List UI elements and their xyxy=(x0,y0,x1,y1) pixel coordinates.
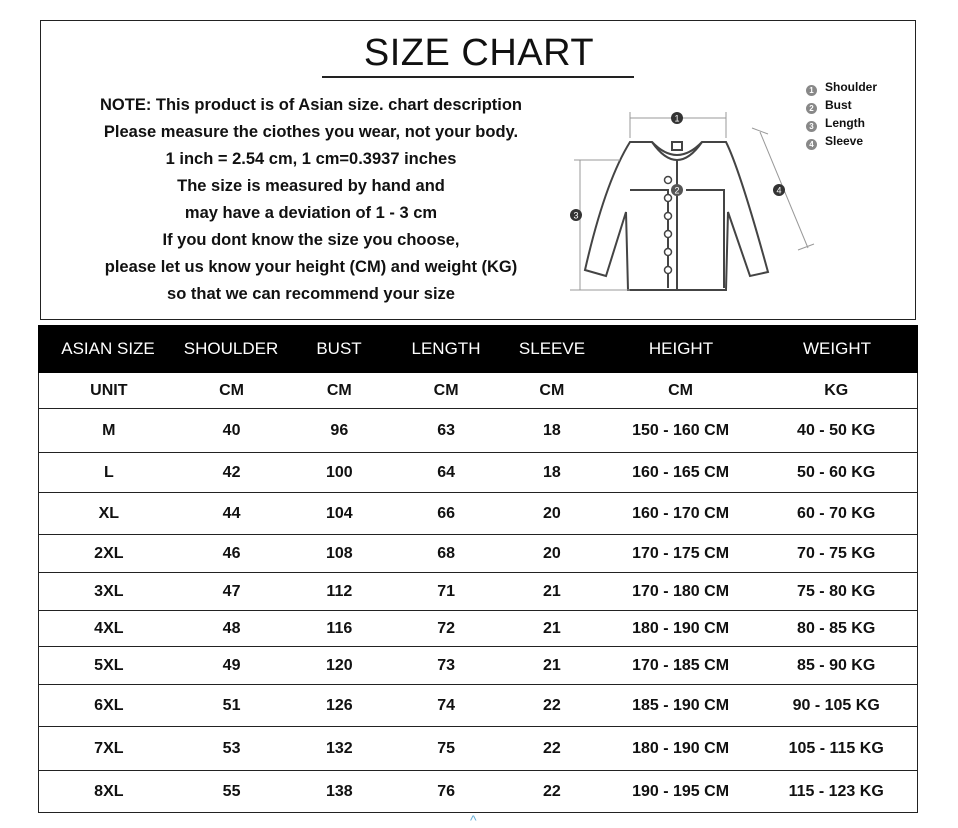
table-cell: 4XL xyxy=(94,619,124,637)
table-cell: 170 - 175 CM xyxy=(632,544,730,562)
table-row xyxy=(38,453,918,493)
table-cell: 18 xyxy=(542,463,561,481)
table-cell: 49 xyxy=(222,656,241,674)
legend-label: Bust xyxy=(825,98,852,112)
table-row xyxy=(38,727,918,771)
table-cell: 6XL xyxy=(94,696,124,714)
table-cell: 21 xyxy=(542,619,561,637)
table-row xyxy=(38,573,918,611)
table-cell: 5XL xyxy=(94,656,124,674)
legend-number-icon: 3 xyxy=(806,121,817,132)
table-cell: 2XL xyxy=(94,544,124,562)
note-line: If you dont know the size you choose, xyxy=(162,231,460,249)
table-cell: 74 xyxy=(437,696,455,714)
table-cell: 85 - 90 KG xyxy=(797,656,876,674)
table-cell: 64 xyxy=(437,463,455,481)
table-cell: L xyxy=(103,463,114,481)
table-cell: 96 xyxy=(330,421,349,439)
table-cell: 68 xyxy=(437,544,455,562)
collar-tag xyxy=(672,142,682,150)
table-cell: 116 xyxy=(326,619,353,637)
button xyxy=(665,267,672,274)
table-cell: XL xyxy=(98,504,120,522)
table-cell: CM xyxy=(433,381,459,399)
chevron-up-icon[interactable]: ^ xyxy=(470,812,477,828)
table-cell: 180 - 190 CM xyxy=(632,619,730,637)
note-line: The size is measured by hand and xyxy=(177,177,445,195)
table-cell: 66 xyxy=(437,504,455,522)
table-cell: 71 xyxy=(437,582,455,600)
table-cell: 120 xyxy=(325,656,353,674)
table-cell: 108 xyxy=(325,544,353,562)
table-cell: KG xyxy=(824,381,849,399)
table-cell: 126 xyxy=(325,696,353,714)
legend-label: Length xyxy=(825,116,865,130)
table-cell: 20 xyxy=(542,544,561,562)
table-header-row xyxy=(38,325,918,373)
table-cell: CM xyxy=(219,381,245,399)
note-line: so that we can recommend your size xyxy=(167,285,455,303)
table-cell: 100 xyxy=(325,463,353,481)
table-cell: 138 xyxy=(325,782,353,800)
marker-label: 3 xyxy=(573,210,579,221)
table-cell: 8XL xyxy=(94,782,124,800)
column-header: LENGTH xyxy=(411,339,481,358)
table-cell: 3XL xyxy=(94,582,124,600)
table-cell: 70 - 75 KG xyxy=(797,544,876,562)
table-cell: CM xyxy=(539,381,565,399)
table-cell: 160 - 165 CM xyxy=(632,463,730,481)
marker-label: 1 xyxy=(674,113,680,124)
front-panel-left xyxy=(630,190,668,288)
table-cell: 185 - 190 CM xyxy=(632,696,730,714)
table-cell: 150 - 160 CM xyxy=(632,421,730,439)
marker-label: 4 xyxy=(776,185,782,196)
table-cell: 115 - 123 KG xyxy=(788,782,884,800)
table-row xyxy=(38,611,918,647)
table-cell: 55 xyxy=(222,782,241,800)
legend-number-icon: 4 xyxy=(806,139,817,150)
table-cell: 80 - 85 KG xyxy=(797,619,876,637)
table-cell: 60 - 70 KG xyxy=(797,504,876,522)
table-cell: 170 - 180 CM xyxy=(632,582,730,600)
table-cell: 112 xyxy=(326,582,353,600)
table-cell: 22 xyxy=(542,696,561,714)
title-underline xyxy=(322,76,634,78)
table-cell: CM xyxy=(326,381,352,399)
note-line: Please measure the ciothes you wear, not your body. xyxy=(103,123,519,141)
unit-row xyxy=(38,373,918,409)
table-cell: 180 - 190 CM xyxy=(632,739,730,757)
button xyxy=(665,213,672,220)
table-cell: 7XL xyxy=(94,739,124,757)
table-cell: 75 - 80 KG xyxy=(797,582,876,600)
table-cell: 18 xyxy=(542,421,561,439)
column-header: ASIAN SIZE xyxy=(61,339,155,358)
table-cell: 20 xyxy=(542,504,561,522)
table-cell: 22 xyxy=(542,739,561,757)
table-cell: M xyxy=(102,421,116,439)
table-row xyxy=(38,771,918,813)
table-cell: 46 xyxy=(222,544,241,562)
table-cell: 190 - 195 CM xyxy=(632,782,730,800)
table-row xyxy=(38,535,918,573)
table-cell: CM xyxy=(668,381,693,399)
dimension-tick xyxy=(798,244,814,250)
table-cell: 51 xyxy=(222,696,241,714)
legend-item-shoulder xyxy=(806,78,877,96)
table-cell: 170 - 185 CM xyxy=(632,656,730,674)
table-cell: 21 xyxy=(542,582,561,600)
size-notes xyxy=(66,92,556,308)
button xyxy=(665,249,672,256)
table-row xyxy=(38,647,918,685)
table-cell: 72 xyxy=(437,619,455,637)
table-row xyxy=(38,409,918,453)
button xyxy=(665,177,672,184)
table-cell: 76 xyxy=(437,782,455,800)
table-cell: 50 - 60 KG xyxy=(797,463,876,481)
column-header: WEIGHT xyxy=(803,339,871,358)
legend-label: Shoulder xyxy=(825,80,878,94)
table-body xyxy=(38,373,918,813)
table-cell: 47 xyxy=(222,582,241,600)
note-line: may have a deviation of 1 - 3 cm xyxy=(184,204,438,222)
table-cell: 104 xyxy=(325,504,353,522)
size-table xyxy=(38,325,918,813)
page-title: SIZE CHART xyxy=(363,32,595,74)
table-cell: 160 - 170 CM xyxy=(632,504,730,522)
table-row xyxy=(38,685,918,727)
table-row xyxy=(38,493,918,535)
table-cell: 42 xyxy=(222,463,241,481)
table-cell: UNIT xyxy=(90,381,128,399)
table-cell: 75 xyxy=(437,739,455,757)
garment-diagram xyxy=(560,100,820,300)
column-header: SLEEVE xyxy=(518,339,586,358)
table-cell: 40 xyxy=(222,421,241,439)
table-cell: 73 xyxy=(437,656,455,674)
table-cell: 90 - 105 KG xyxy=(792,696,880,714)
legend-number-icon: 1 xyxy=(806,85,817,96)
table-cell: 22 xyxy=(542,782,561,800)
note-line: 1 inch = 2.54 cm, 1 cm=0.3937 inches xyxy=(165,150,457,168)
legend-number-icon: 2 xyxy=(806,103,817,114)
table-cell: 44 xyxy=(222,504,241,522)
front-panel-right xyxy=(686,190,724,288)
table-cell: 105 - 115 KG xyxy=(788,739,884,757)
table-cell: 132 xyxy=(325,739,353,757)
table-cell: 40 - 50 KG xyxy=(797,421,876,439)
table-cell: 63 xyxy=(437,421,455,439)
table-cell: 48 xyxy=(222,619,241,637)
column-header: HEIGHT xyxy=(648,339,714,358)
table-cell: 53 xyxy=(222,739,241,757)
table-cell: 21 xyxy=(542,656,561,674)
note-line: please let us know your height (CM) and weight (KG) xyxy=(104,258,518,276)
column-header: BUST xyxy=(316,339,362,358)
note-line: NOTE: This product is of Asian size. chart description xyxy=(99,96,523,114)
legend-label: Sleeve xyxy=(825,134,864,148)
column-header: SHOULDER xyxy=(183,339,279,358)
button xyxy=(665,231,672,238)
marker-label: 2 xyxy=(674,185,680,196)
button xyxy=(665,195,672,202)
